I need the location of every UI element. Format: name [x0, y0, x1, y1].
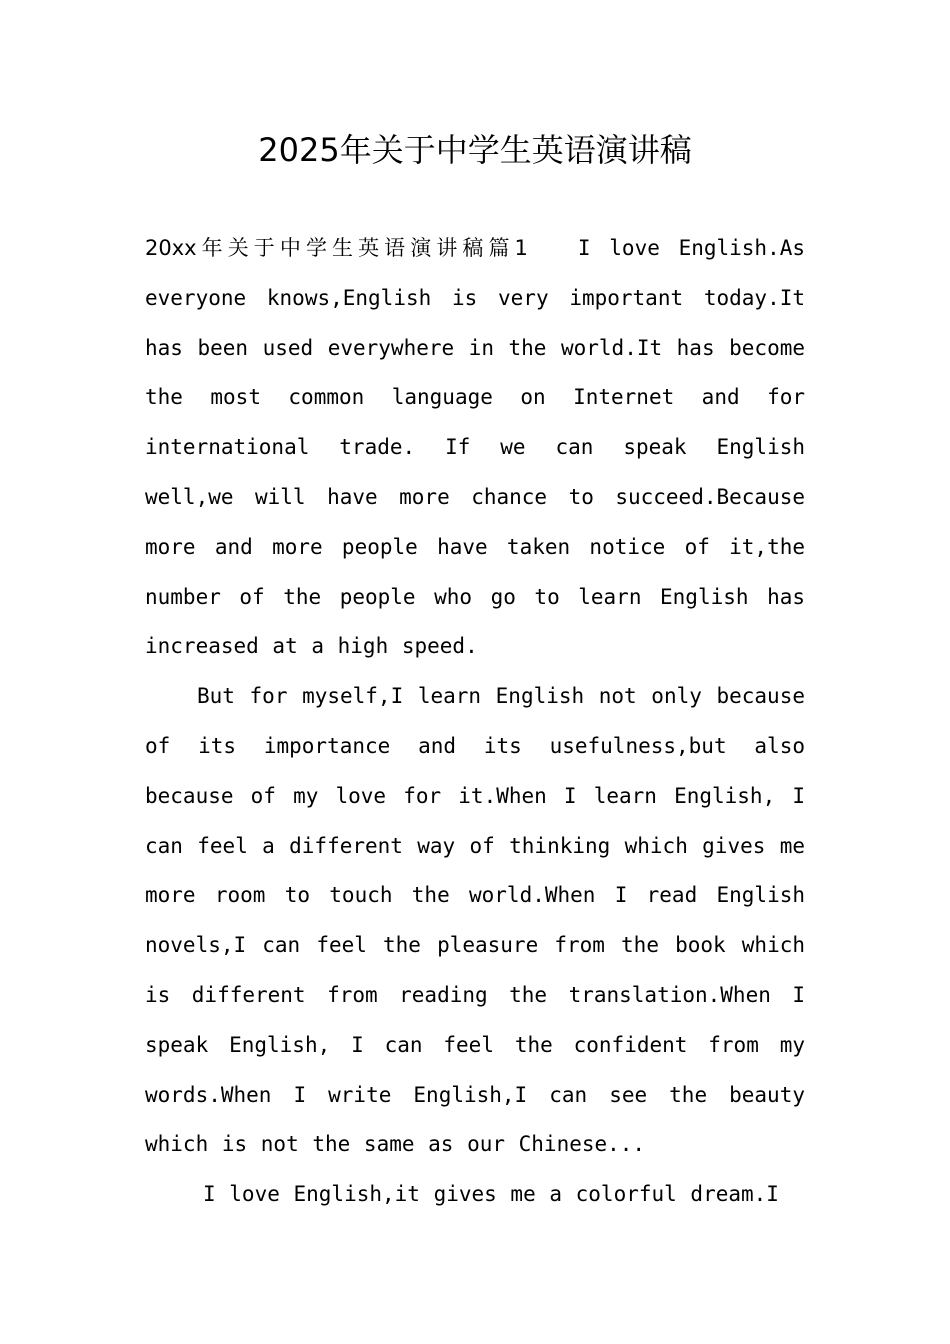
document-title: 2025年关于中学生英语演讲稿: [258, 131, 692, 169]
paragraph-2: But for myself,I learn English not only because of its importance and its usefulness,but also because of my love for it.When I learn English, I can feel a different way of thinking which gives me more room to touch the world.When I read English novels,I can feel the pleasure from the book which is different from reading the translation.When I speak English, I can feel the confident from my words.When I write English,I can see the beauty which is not the same as our Chinese...: [145, 684, 805, 1157]
paragraph-1-text: I love English.As everyone knows,English is very important today.It has been used everywhere in the world.It has become the most common language on Internet and for international trade. If we can speak English well,we will have more chance to succeed.Because more and more people have taken notice of it,the number of the people who go to learn English has increased at a high speed.: [145, 236, 806, 659]
paragraph-3: I love English,it gives me a colorful dream.I: [203, 1182, 779, 1207]
section-heading: 20xx年关于中学生英语演讲稿篇1: [145, 236, 528, 260]
paragraph-1: [145, 224, 805, 672]
document-body: [145, 224, 805, 1220]
